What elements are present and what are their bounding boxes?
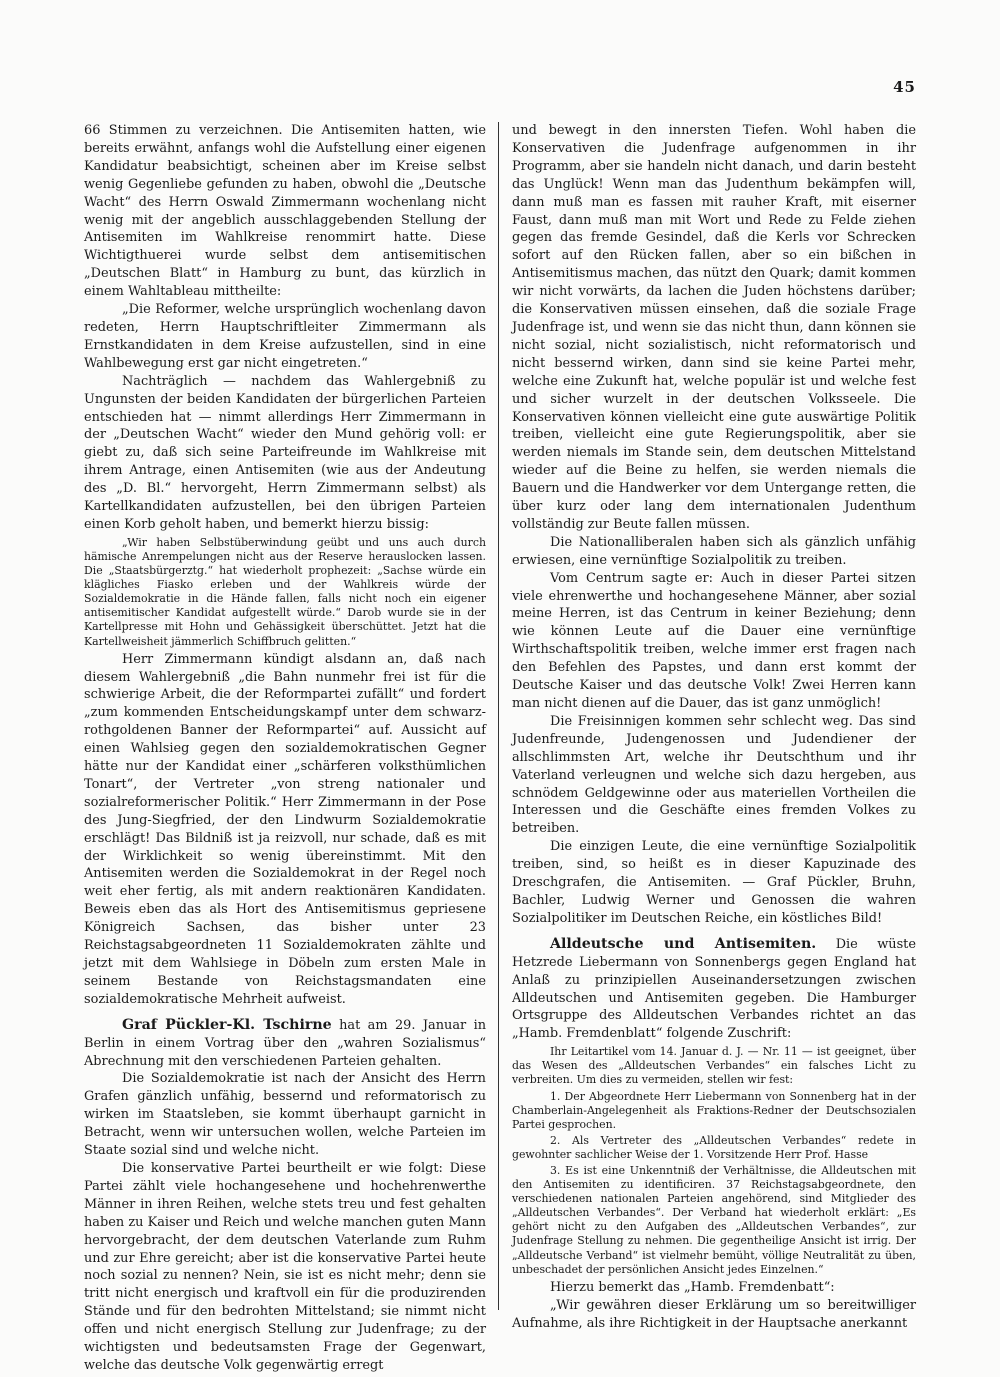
section-heading: Alldeutsche und Antisemiten. — [550, 935, 817, 952]
paragraph: Nachträglich — nachdem das Wahlergebniß zu Ungunsten der beiden Kandidaten der bürgerlichen Parteien entschieden hat — nimmt allerdings Herr Zimmermann in der „Deutschen Wacht“ wieder den Mund gehörig voll: er giebt zu, daß sich seine Parteifreunde im Wahlkreise mit ihrem Antrage, einen Antisemiten (wie aus der Andeutung des „D. Bl.“ hervorgeht, Herrn Zimmermann selbst) als Kartellkandidaten aufzustellen, bei den übrigen Parteien einen Korb geholt haben, und bemerkt hierzu bissig: — [84, 373, 486, 532]
section-heading: Graf Pückler-Kl. Tschirne — [122, 1016, 332, 1033]
paragraph: 66 Stimmen zu verzeichnen. Die Antisemiten hatten, wie bereits erwähnt, anfangs wohl die Aufstellung einer eigenen Kandidatur beabsichtigt, scheinen aber im Kreise selbst wenig Gegenliebe gefunden zu haben, obwohl die „Deutsche Wacht“ des Herrn Oswald Zimmermann wochenlang nicht wenig mit der angeblich ausschlaggebenden Stellung der Antisemiten im Wahlkreise renommirt hatte. Diese Wichtigthuerei wurde selbst dem antisemitischen „Deutschen Blatt“ in Hamburg zu bunt, das kürzlich in einem Wahltableau mittheilte: — [84, 123, 486, 300]
paragraph: Die Sozialdemokratie ist nach der Ansicht des Herrn Grafen gänzlich unfähig, bessernd und reformatorisch zu wirken im Staatsleben, sie kommt überhaupt garnicht in Betracht, wenn wir untersuchen wollen, welche Parteien im Staate sozial sind und welche nicht. — [84, 1071, 486, 1159]
quoted-passage: 1. Der Abgeordnete Herr Liebermann von Sonnenberg hat in der Chamberlain-Angelegenheit als Fraktions-Redner der Deutschsozialen Partei gesprochen. — [512, 1089, 916, 1131]
section-text: hat am 29. Januar in Berlin in einem Vortrag über den „wahren Sozialismus“ Abrechnung mit den verschiedenen Parteien gehalten. — [84, 1017, 486, 1069]
section-text: Die wüste Hetzrede Liebermann von Sonnenbergs gegen England hat Anlaß zu prinzipiellen Auseinandersetzungen zwischen Alldeutschen und Antisemiten gegeben. Die Hamburger Ortsgruppe des Alldeutschen Verbandes richtet an das „Hamb. Fremdenblatt“ folgende Zuschrift: — [512, 936, 916, 1042]
column-rule — [498, 122, 499, 1310]
right-column — [512, 122, 916, 1332]
paragraph: Die konservative Partei beurtheilt er wie folgt: Diese Partei zählt viele hochangesehene und hochehrenwerthe Männer in ihren Reihen, welche stets treu und fest gehalten haben zu Kaiser und Reich und welche manchen guten Mann hervorgebracht, der dem deutschen Vaterlande zum Ruhm und zur Ehre gereicht; aber ist die konservative Partei heute noch sozial zu nennen? Nein, sie ist es nicht mehr; denn sie tritt nicht energisch und kraftvoll ein für die produzirenden Stände und für den bedrohten Mittelstand; sie nimmt nicht offen und nicht energisch Stellung zur Judenfrage; zu der wichtigsten und bedeutsamsten Frage der Gegenwart, welche das deutsche Volk gegenwärtig erregt — [84, 1160, 486, 1373]
paragraph: Die Freisinnigen kommen sehr schlecht weg. Das sind Judenfreunde, Judengenossen und Judendiener der allschlimmsten Art, welche ihr Deutschthum und ihr Vaterland verleugnen und welche sich dazu hergeben, aus schnödem Geldgewinne oder aus materiellen Vortheilen die Interessen und die Geschäfte eines fremden Volkes zu betreiben. — [512, 713, 916, 837]
page-number: 45 — [893, 78, 916, 96]
paragraph: und bewegt in den innersten Tiefen. Wohl haben die Konservativen die Judenfrage aufgenommen in ihr Programm, aber sie handeln nicht danach, und darin besteht das Unglück! Wenn man das Judenthum bekämpfen will, dann muß man es fassen mit rauher Kraft, mit eiserner Faust, dann muß man mit Wort und Rede zu Felde ziehen gegen das fremde Gesindel, daß die Kerls vor Schrecken sofort auf den Rücken fallen, aber so ein bißchen in Antisemitismus machen, das nützt den Quark; damit kommen wir nicht vorwärts, da lachen die Juden höchstens darüber; die Konservativen müssen einsehen, daß die soziale Frage Judenfrage ist, und wenn sie das nicht thun, dann können sie nicht sozial, nicht sozialistisch, nicht reformatorisch und nicht bessernd wirken, dann sind sie keine Partei mehr, welche eine Zukunft hat, welche populär ist und welche fest und sicher wurzelt in der deutschen Volksseele. Die Konservativen können vielleicht eine gute auswärtige Politik treiben, vielleicht eine gute Regierungspolitik, aber sie werden niemals im Stande sein, dem deutschen Mittelstand wieder auf die Beine zu helfen, sie werden niemals die Bauern und die Handwerker vor dem Untergange retten, die über kurz oder lang dem internationalen Judenthum vollständig zur Beute fallen müssen. — [512, 123, 916, 532]
quoted-passage: Ihr Leitartikel vom 14. Januar d. J. — Nr. 11 — ist geeignet, über das Wesen des „Alldeutschen Verbandes“ ein falsches Licht zu verbreiten. Um dies zu vermeiden, stellen wir fest: — [512, 1045, 916, 1087]
paragraph: Vom Centrum sagte er: Auch in dieser Partei sitzen viele ehrenwerthe und hochangesehene Männer, aber sozial meine Herren, ist das Centrum in keiner Beziehung; denn wie können Leute auf die Dauer eine vernünftige Wirthschaftspolitik treiben, welche immer erst fragen nach den Befehlen des Papstes, und dann erst kommt der Deutsche Kaiser und das deutsche Volk! Zwei Herren kann man nicht dienen auf die Dauer, das ist ganz unmöglich! — [512, 570, 916, 711]
quoted-passage: 3. Es ist eine Unkenntniß der Verhältnisse, die Alldeutschen mit den Antisemiten zu identificiren. 37 Reichstagsabgeordnete, den verschiedenen nationalen Parteien angehörend, sind Mitglieder des „Alldeutschen Verbandes“. Der Verband hat wiederholt erklärt: „Es gehört nicht zu den Aufgaben des „Alldeutschen Verbandes“, zur Judenfrage Stellung zu nehmen. Die gegentheilige Ansicht ist irrig. Der „Alldeutsche Verband“ ist vielmehr bemüht, völlige Neutralität zu üben, unbeschadet der persönlichen Ansicht jedes Einzelnen.“ — [512, 1163, 916, 1276]
left-column — [84, 122, 486, 1375]
paragraph: Die einzigen Leute, die eine vernünftige Sozialpolitik treiben, sind, so heißt es in dieser Kapuzinade des Dreschgrafen, die Antisemiten. — Graf Pückler, Bruhn, Bachler, Ludwig Werner und Genossen die wahren Sozialpolitiker im Deutschen Reiche, ein köstliches Bild! — [512, 839, 916, 926]
paragraph: Hierzu bemerkt das „Hamb. Fremdenbatt“: — [550, 1279, 835, 1295]
quoted-passage: 2. Als Vertreter des „Alldeutschen Verbandes“ redete in gewohnter sachlicher Weise der 1. Vorsitzende Herr Prof. Hasse — [512, 1133, 916, 1161]
quoted-passage: „Wir haben Selbstüberwindung geübt und uns auch durch hämische Anrempelungen nicht aus der Reserve herauslocken lassen. Die „Staatsbürgerztg.“ hat wiederholt prophezeit: „Sachse würde ein klägliches Fiasko erleben und der Wahlkreis würde der Sozialdemokratie in die Hände fallen, falls nicht noch ein eigener antisemitischer Kandidat aufgestellt würde.“ Darob wurde sie in der Kartellpresse mit Hohn und Gehässigkeit überschüttet. Jetzt hat die Kartellweisheit jämmerlich Schiffbruch gelitten.“ — [84, 535, 486, 648]
paragraph: Die Nationalliberalen haben sich als gänzlich unfähig erwiesen, eine vernünftige Sozialpolitik zu treiben. — [512, 534, 916, 568]
section-paragraph — [84, 1017, 486, 1071]
paragraph: Herr Zimmermann kündigt alsdann an, daß nach diesem Wahlergebniß „die Bahn nunmehr frei ist für die schwierige Arbeit, die der Reformpartei zufällt“ und fordert „zum kommenden Entscheidungskampf unter dem schwarz-rothgoldenen Banner der Reformpartei“ auf. Aussicht auf einen Wahlsieg gegen den sozialdemokratischen Gegner hätte nur der Kandidat einer „schärferen volksthümlichen Tonart“, der Vertreter „von streng nationaler und sozialreformerischer Politik.“ Herr Zimmermann in der Pose des Jung-Siegfried, der den Lindwurm Sozialdemokratie erschlägt! Das Bildniß ist ja reizvoll, nur schade, daß es mit der Wirklichkeit so wenig übereinstimmt. Mit den Antisemiten werden die Sozialdemokrat in der Regel noch weit eher fertig, als mit andern reaktionären Kandidaten. Beweis eben das als Hort des Antisemitismus gepriesene Königreich Sachsen, das bisher unter 23 Reichstagsabgeordneten 11 Sozialdemokraten zählte und jetzt mit dem Wahlsiege in Döbeln zum ersten Male in seinem Bestande von Reichstagsmandaten eine sozialdemokratische Mehrheit aufweist. — [84, 651, 486, 1007]
paragraph: „Die Reformer, welche ursprünglich wochenlang davon redeten, Herrn Hauptschriftleiter Zimmermann als Ernstkandidaten in dem Kreise aufzustellen, sind in eine Wahlbewegung erst gar nicht eingetreten.“ — [84, 302, 486, 371]
section-paragraph — [512, 936, 916, 1043]
paragraph: „Wir gewähren dieser Erklärung um so bereitwilliger Aufnahme, als ihre Richtigkeit in der Hauptsache anerkannt — [512, 1297, 916, 1331]
